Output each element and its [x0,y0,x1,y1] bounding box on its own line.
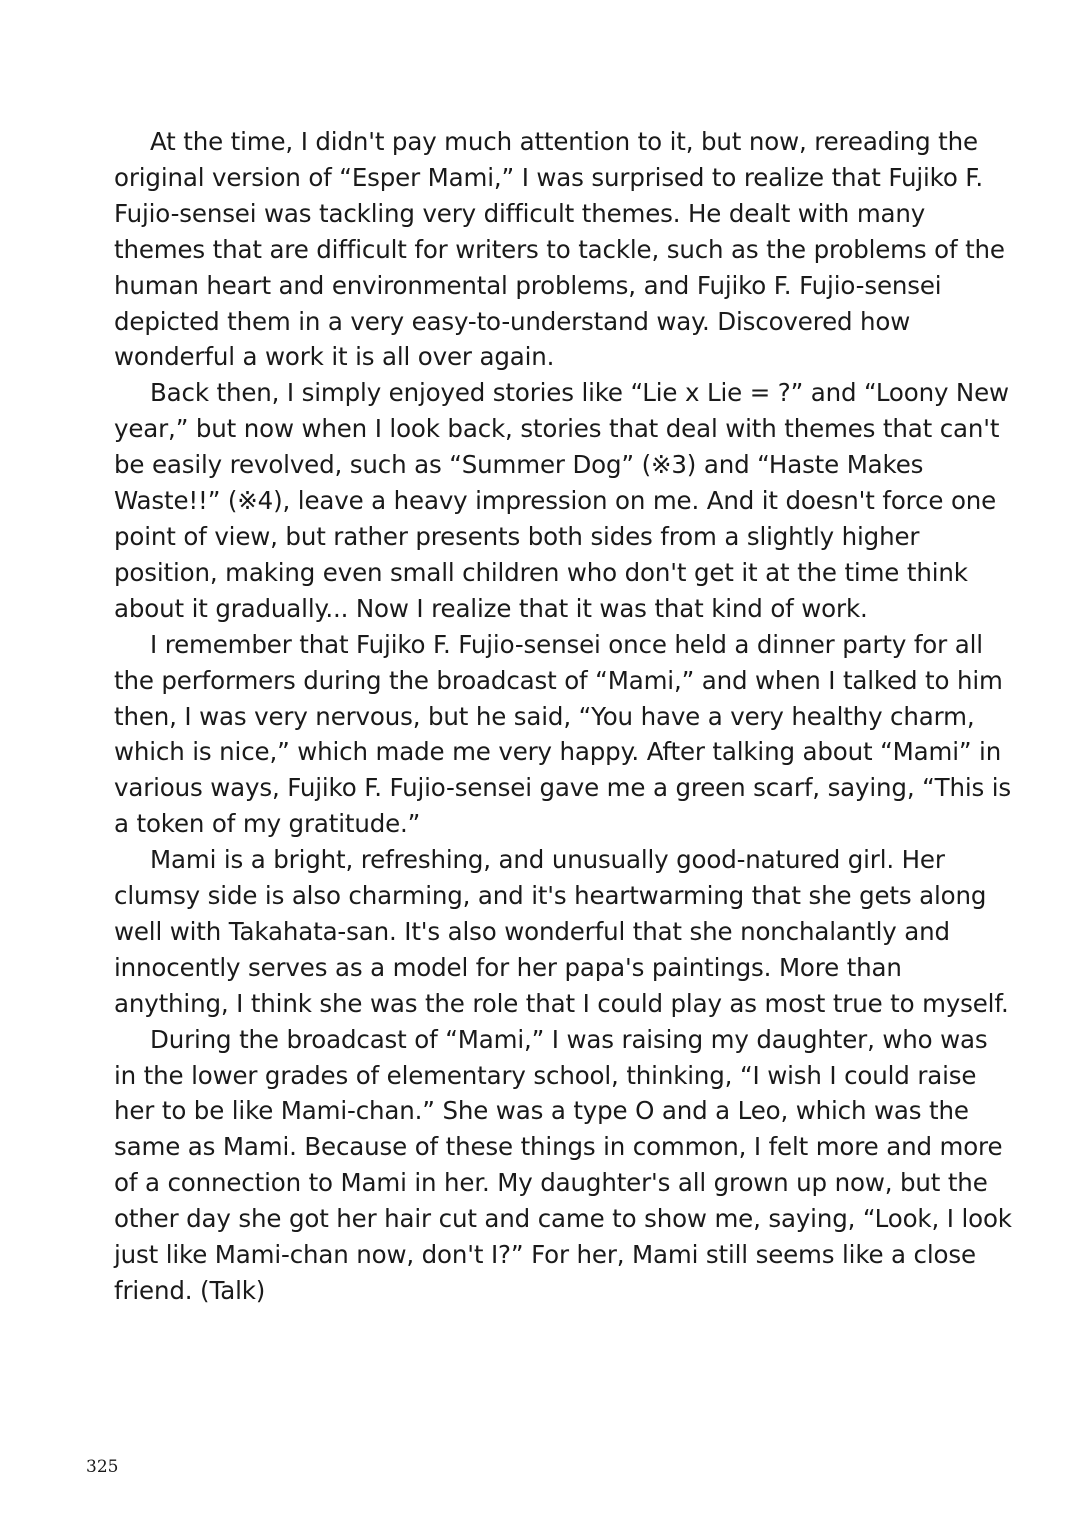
paragraph-5: During the broadcast of “Mami,” I was raising my daughter, who was in the lower grades of elementary school, thinking, “I wish I could raise her to be like Mami-chan.” She was a type O and a Leo, which was the same as Mami. Because of these things in common, I felt more and more of a connection to Mami in her. My daughter's all grown up now, but the other day she got her hair cut and came to show me, saying, “Look, I look just like Mami-chan now, don't I?” For her, Mami still seems like a close friend. (Talk) [114,1024,1012,1305]
body-text [114,124,1014,1309]
paragraph-3: I remember that Fujiko F. Fujio-sensei once held a dinner party for all the performers during the broadcast of “Mami,” and when I talked to him then, I was very nervous, but he said, “You have a very healthy charm, which is nice,” which made me very happy. After talking about “Mami” in various ways, Fujiko F. Fujio-sensei gave me a green scarf, saying, “This is a token of my gratitude.” [114,629,1012,839]
page-number: 325 [86,1457,119,1477]
paragraph-4: Mami is a bright, refreshing, and unusually good-natured girl. Her clumsy side is also charming, and it's heartwarming that she gets along well with Takahata-san. It's also wonderful that she nonchalantly and innocently serves as a model for her papa's paintings. More than anything, I think she was the role that I could play as most true to myself. [114,845,1009,1018]
paragraph-2: Back then, I simply enjoyed stories like “Lie x Lie = ?” and “Loony New year,” but now when I look back, stories that deal with themes that can't be easily revolved, such as “Summer Dog” (※3) and “Haste Makes Waste!!” (※4), leave a heavy impression on me. And it doesn't force one point of view, but rather presents both sides from a slightly higher position, making even small children who don't get it at the time think about it gradually... Now I realize that it was that kind of work. [114,378,1009,623]
paragraph-1: At the time, I didn't pay much attention to it, but now, rereading the original version of “Esper Mami,” I was surprised to realize that Fujiko F. Fujio-sensei was tackling very difficult themes. He dealt with many themes that are difficult for writers to tackle, such as the problems of the human heart and environmental problems, and Fujiko F. Fujio-sensei depicted them in a very easy-to-understand way. Discovered how wonderful a work it is all over again. [114,127,1005,372]
